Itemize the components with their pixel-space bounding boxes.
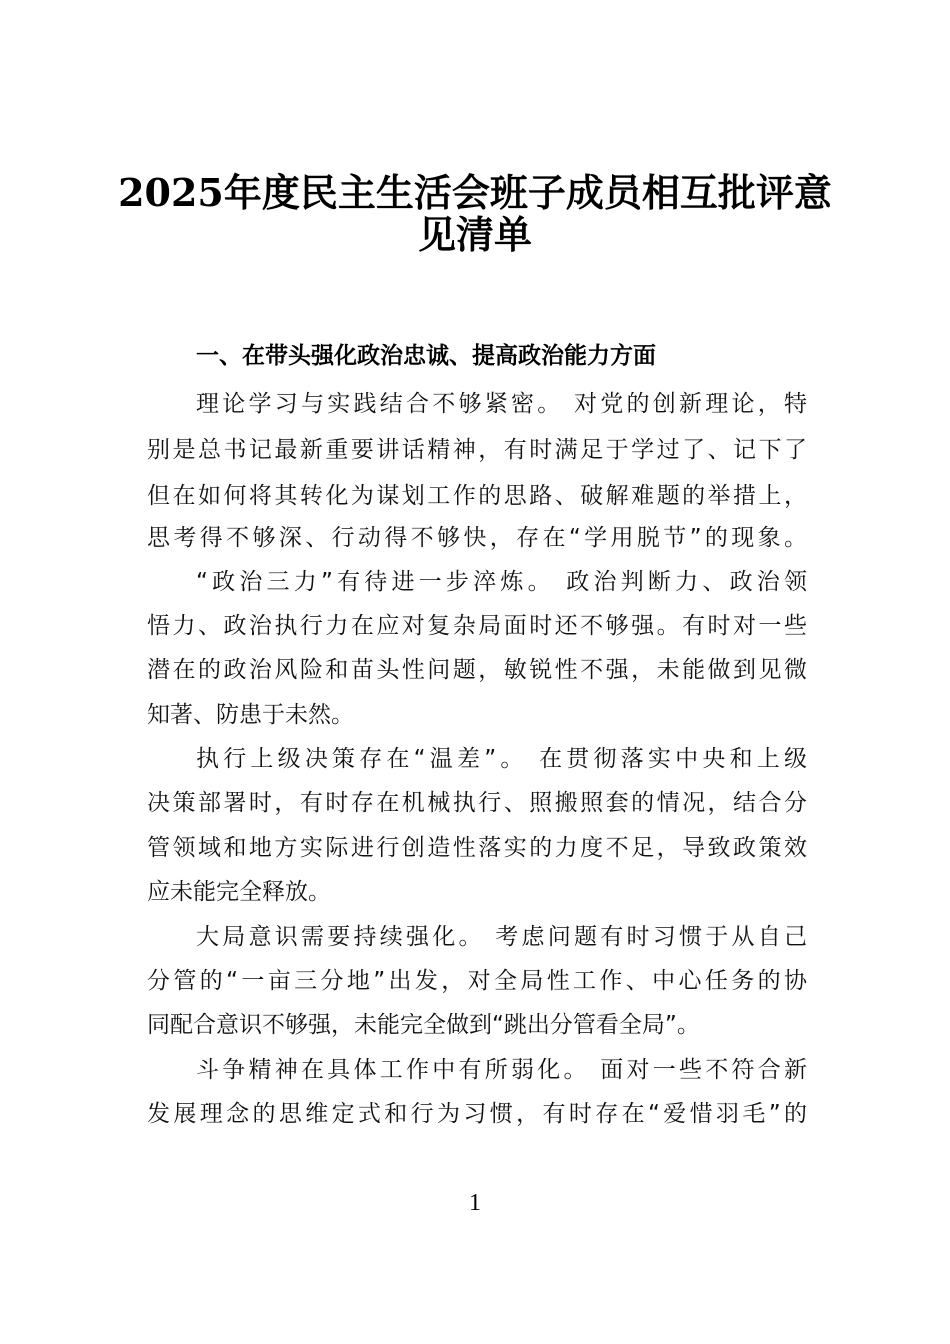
paragraph-1-line-1: 理论学习与实践结合不够紧密。 对党的创新理论，特	[196, 391, 807, 417]
paragraph-1-line-2: 别是总书记最新重要讲话精神，有时满足于学过了、记下了	[147, 437, 807, 463]
paragraph-4-line-3: 同配合意识不够强，未能完全做到“跳出分管看全局”。	[147, 1012, 700, 1038]
paragraph-4-line-1: 大局意识需要持续强化。 考虑问题有时习惯于从自己	[196, 924, 807, 950]
paragraph-5-line-2: 发展理念的思维定式和行为习惯，有时存在“爱惜羽毛”的	[147, 1101, 807, 1127]
paragraph-5-line-1: 斗争精神在具体工作中有所弱化。 面对一些不符合新	[196, 1057, 807, 1083]
paragraph-3-line-2: 决策部署时，有时存在机械执行、照搬照套的情况，结合分	[147, 790, 807, 816]
document-title-line-2: 见清单	[417, 212, 532, 257]
paragraph-2-line-1: “政治三力”有待进一步淬炼。 政治判断力、政治领	[196, 569, 807, 595]
paragraph-4-line-2: 分管的“一亩三分地”出发，对全局性工作、中心任务的协	[147, 968, 807, 994]
paragraph-3-line-1: 执行上级决策存在“温差”。 在贯彻落实中央和上级	[196, 746, 807, 772]
paragraph-3-line-3: 管领域和地方实际进行创造性落实的力度不足，导致政策效	[147, 835, 807, 861]
document-title-line-1: 2025年度民主生活会班子成员相互批评意	[118, 170, 832, 215]
page-number: 1	[469, 1190, 481, 1216]
paragraph-2-line-4: 知著、防患于未然。	[147, 702, 354, 728]
section-heading: 一、在带头强化政治忠诚、提高政治能力方面	[196, 343, 656, 369]
paragraph-1-line-3: 但在如何将其转化为谋划工作的思路、破解难题的举措上，	[147, 483, 807, 509]
paragraph-2-line-3: 潜在的政治风险和苗头性问题，敏锐性不强，未能做到见微	[147, 657, 807, 683]
paragraph-3-line-4: 应未能完全释放。	[147, 879, 331, 905]
paragraph-1-line-4: 思考得不够深、行动得不够快，存在“学用脱节”的现象。	[147, 525, 807, 551]
paragraph-2-line-2: 悟力、政治执行力在应对复杂局面时还不够强。有时对一些	[147, 613, 807, 639]
